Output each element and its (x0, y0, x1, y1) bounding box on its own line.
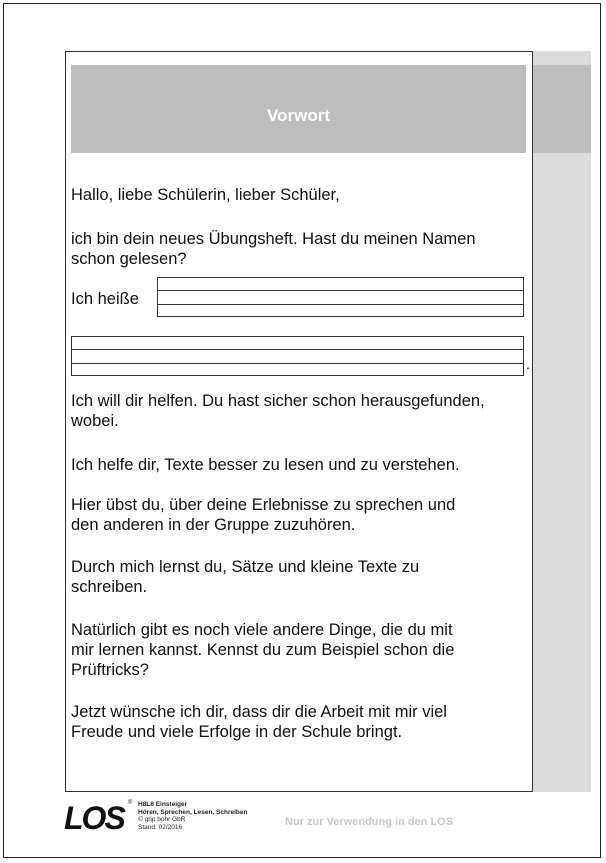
reading-paragraph: Ich helfe dir, Texte besser zu lesen und zu verstehen. (71, 456, 460, 474)
intro-paragraph: ich bin dein neues Übungsheft. Hast du meinen Namen schon gelesen? (71, 230, 476, 268)
series-title: H8L8 Einsteiger (138, 801, 188, 808)
help-paragraph: Ich will dir helfen. Du hast sicher schon herausgefunden, wobei. (71, 392, 485, 430)
page-title: Vorwort (267, 106, 330, 125)
name-input-lines[interactable] (157, 277, 524, 317)
series-subtitle: Hören, Sprechen, Lesen, Schreiben (138, 808, 248, 816)
header-bar (71, 65, 526, 153)
sentence-period: . (526, 356, 530, 372)
side-strip-header (533, 65, 591, 153)
writing-line (72, 349, 523, 350)
writing-line (158, 304, 523, 305)
speaking-paragraph: Hier übst du, über deine Erlebnisse zu sprechen und den anderen in der Gruppe zuzuhören. (71, 496, 456, 534)
wishes-paragraph: Jetzt wünsche ich dir, dass dir die Arbeit mit mir viel Freude und viele Erfolge in der Schule bringt. (71, 703, 447, 741)
writing-line (158, 290, 523, 291)
tricks-paragraph: Natürlich gibt es noch viele andere Dinge, die du mit mir lernen kannst. Kennst du zum Beispiel schon die Prüftricks? (71, 621, 455, 679)
name-label: Ich heiße (71, 290, 139, 308)
copyright: © grip bohr GbR (138, 816, 186, 823)
los-logo: LOS (64, 800, 124, 836)
greeting: Hallo, liebe Schülerin, lieber Schüler, (71, 186, 340, 204)
registered-mark: ® (128, 800, 133, 806)
writing-paragraph: Durch mich lernst du, Sätze und kleine Texte zu schreiben. (71, 558, 420, 596)
name-continuation-lines[interactable] (71, 336, 524, 376)
footer-meta (138, 801, 247, 831)
writing-line (72, 363, 523, 364)
stand-date: Stand: 02/2016 (138, 823, 183, 831)
side-strip (533, 51, 591, 792)
usage-notice: Nur zur Verwendung in den LOS (285, 816, 454, 828)
